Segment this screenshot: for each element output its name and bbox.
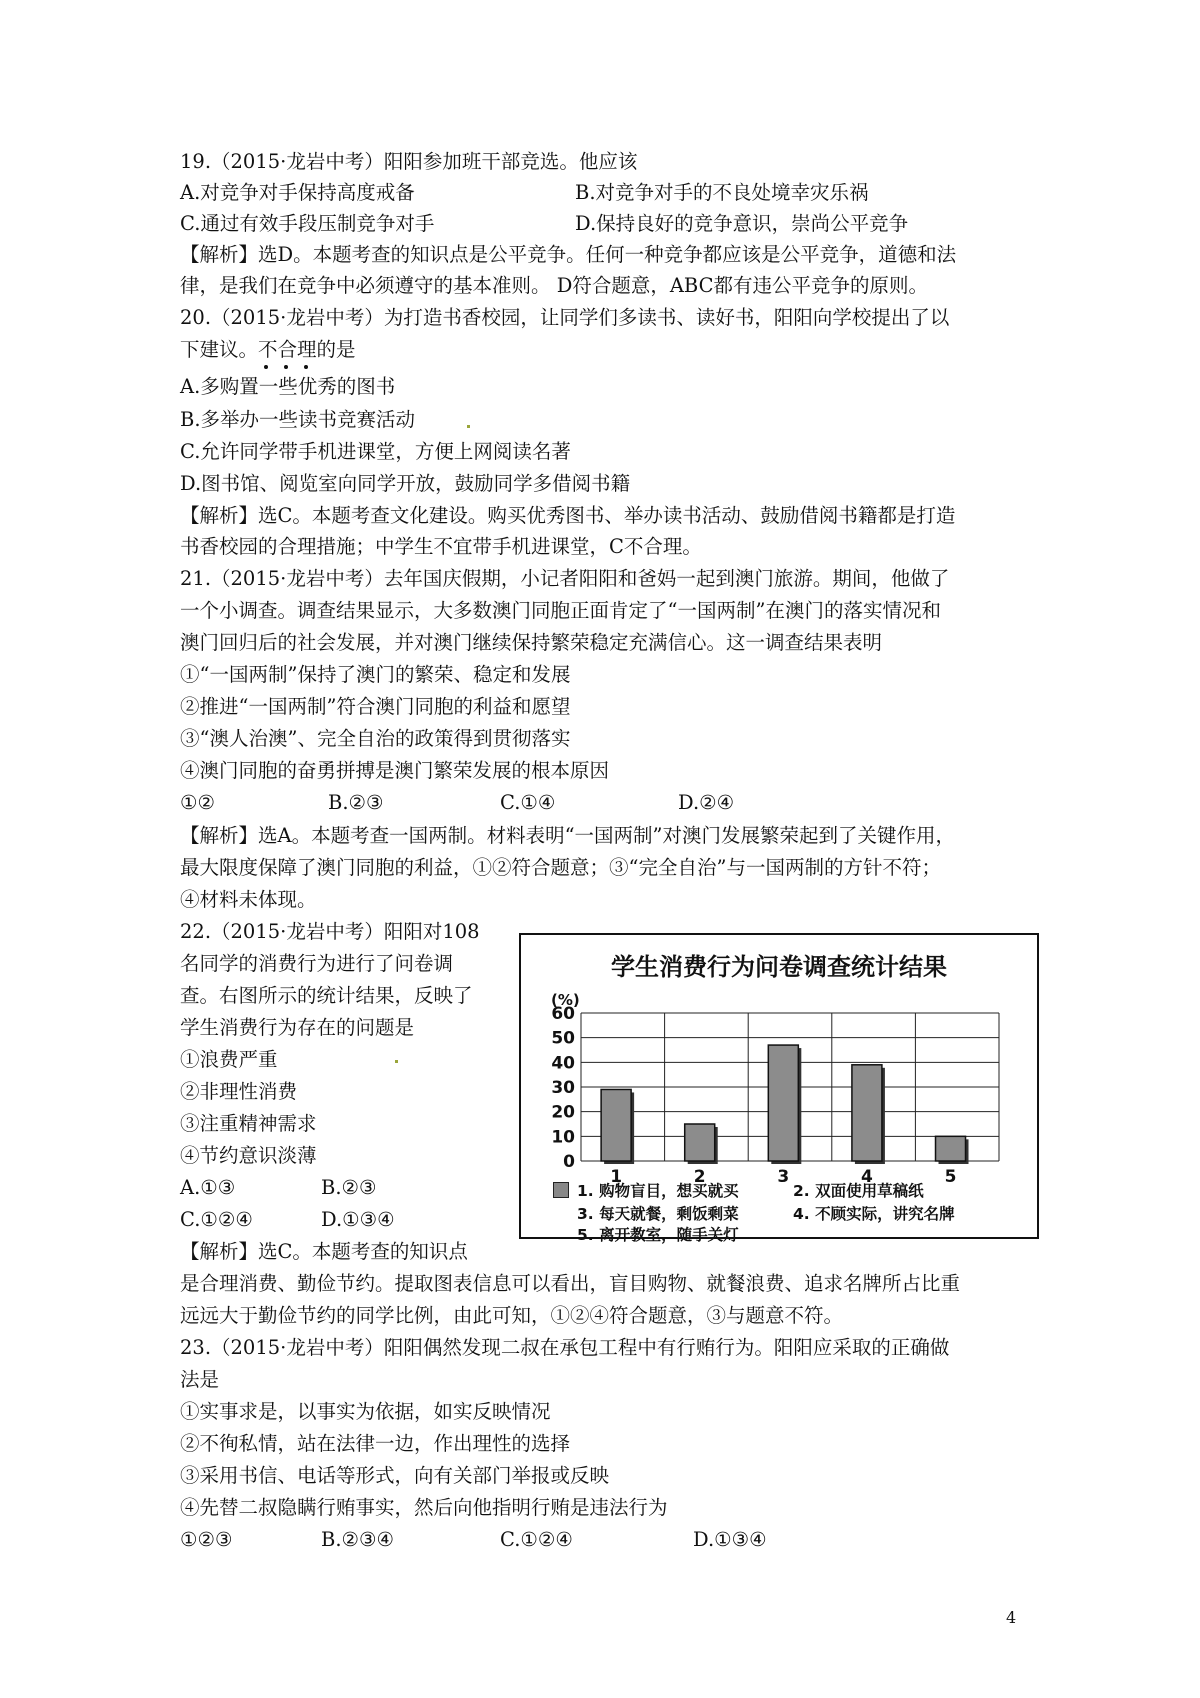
q19-analysis-line1: 【解析】选D。本题考查的知识点是公平竞争。任何一种竞争都应该是公平竞争，道德和法 <box>180 243 957 266</box>
q20-emphasis-word: 不合理 <box>258 338 317 361</box>
q23-item-3: ③采用书信、电话等形式，向有关部门举报或反映 <box>180 1464 610 1487</box>
q23-item-1: ①实事求是，以事实为依据，如实反映情况 <box>180 1400 551 1423</box>
q22-option-a: A.①③ <box>180 1176 236 1199</box>
q21-item-2: ②推进“一国两制”符合澳门同胞的利益和愿望 <box>180 695 571 718</box>
q20-analysis-line2: 书香校园的合理措施；中学生不宜带手机进课堂，C不合理。 <box>180 535 702 558</box>
legend-item-5: 5. 离开教室，随手关灯 <box>577 1226 739 1244</box>
q20-emphasis-text <box>258 338 317 361</box>
q19-option-d: D.保持良好的竞争意识，崇尚公平竞争 <box>575 212 909 235</box>
q21-analysis-line1: 【解析】选A。本题考查一国两制。材料表明“一国两制”对澳门发展繁荣起到了关键作用， <box>180 824 956 847</box>
q22-analysis-line3: 远远大于勤俭节约的同学比例，由此可知，①②④符合题意，③与题意不符。 <box>180 1304 844 1327</box>
legend-swatch <box>553 1182 569 1198</box>
q19-option-c: C.通过有效手段压制竞争对手 <box>180 212 435 235</box>
q20-option-d: D.图书馆、阅览室向同学开放，鼓励同学多借阅书籍 <box>180 472 631 495</box>
emphasis-dot <box>304 365 308 369</box>
q21-option-c: C.①④ <box>500 791 556 814</box>
q19-option-b: B.对竞争对手的不良处境幸灾乐祸 <box>575 181 869 204</box>
emphasis-dot <box>284 365 288 369</box>
q19-analysis-line2: 律，是我们在竞争中必须遵守的基本准则。 D符合题意，ABC都有违公平竞争的原则。 <box>180 274 929 297</box>
q20-option-b: B.多举办一些读书竞赛活动 <box>180 408 416 431</box>
y-tick-label: 20 <box>551 1102 575 1123</box>
bar-3 <box>768 1045 798 1161</box>
q23-option-d: D.①③④ <box>693 1528 767 1551</box>
q21-option-a: ①② <box>180 791 215 814</box>
q21-stem-line1: 21.（2015·龙岩中考）去年国庆假期，小记者阳阳和爸妈一起到澳门旅游。期间，他做了 <box>180 567 950 590</box>
q22-analysis-line1: 【解析】选C。本题考查的知识点 <box>180 1240 468 1263</box>
scan-speck <box>395 1060 398 1063</box>
bar-1 <box>601 1089 631 1161</box>
legend-item-3: 3. 每天就餐，剩饭剩菜 <box>577 1205 739 1223</box>
x-tick-label: 4 <box>860 1167 873 1187</box>
q21-item-1: ①“一国两制”保持了澳门的繁荣、稳定和发展 <box>180 663 571 686</box>
q23-option-b: B.②③④ <box>321 1528 394 1551</box>
y-tick-label: 30 <box>551 1078 575 1098</box>
q22-option-d: D.①③④ <box>321 1208 395 1231</box>
x-tick-label: 1 <box>610 1167 623 1187</box>
q21-item-4: ④澳门同胞的奋勇拼搏是澳门繁荣发展的根本原因 <box>180 759 610 782</box>
bar-2 <box>685 1124 715 1161</box>
q22-item-1: ①浪费严重 <box>180 1048 278 1071</box>
q20-stem-line2 <box>180 338 356 362</box>
q21-item-3: ③“澳人治澳”、完全自治的政策得到贯彻落实 <box>180 727 571 750</box>
q23-stem-line1: 23.（2015·龙岩中考）阳阳偶然发现二叔在承包工程中有行贿行为。阳阳应采取的正确做 <box>180 1336 950 1359</box>
x-tick-label: 5 <box>944 1167 957 1187</box>
q20-stem-pre: 下建议。 <box>180 338 259 361</box>
y-tick-label: 10 <box>551 1127 575 1148</box>
y-tick-label: 0 <box>563 1152 575 1172</box>
q22-item-3: ③注重精神需求 <box>180 1112 317 1135</box>
legend-item-2: 2. 双面使用草稿纸 <box>793 1182 924 1200</box>
legend-item-1: 1. 购物盲目，想买就买 <box>577 1182 739 1200</box>
q23-option-c: C.①②④ <box>500 1528 573 1551</box>
q23-item-2: ②不徇私情，站在法律一边，作出理性的选择 <box>180 1432 571 1455</box>
q19-option-a: A.对竞争对手保持高度戒备 <box>180 181 415 204</box>
q22-stem-line3: 查。右图所示的统计结果，反映了 <box>180 984 473 1007</box>
q21-analysis-line2: 最大限度保障了澳门同胞的利益，①②符合题意；③“完全自治”与一国两制的方针不符； <box>180 856 941 879</box>
x-tick-label: 2 <box>693 1167 706 1187</box>
q20-option-c: C.允许同学带手机进课堂，方便上网阅读名著 <box>180 440 571 463</box>
q20-stem-post: 的是 <box>316 338 356 361</box>
page-number: 4 <box>1006 1608 1017 1627</box>
y-tick-label: 40 <box>551 1053 575 1074</box>
q23-stem-line2: 法是 <box>180 1368 220 1391</box>
q20-analysis-line1: 【解析】选C。本题考查文化建设。购买优秀图书、举办读书活动、鼓励借阅书籍都是打造 <box>180 504 956 527</box>
q21-analysis-line3: ④材料未体现。 <box>180 888 317 911</box>
q22-stem-line2: 名同学的消费行为进行了问卷调 <box>180 952 454 975</box>
q20-stem-line1: 20.（2015·龙岩中考）为打造书香校园，让同学们多读书、读好书，阳阳向学校提出了以 <box>180 306 950 329</box>
q23-option-a: ①②③ <box>180 1528 233 1551</box>
y-tick-label: 60 <box>551 1004 575 1024</box>
q21-stem-line2: 一个小调查。调查结果显示，大多数澳门同胞正面肯定了“一国两制”在澳门的落实情况和 <box>180 599 941 622</box>
scan-speck <box>467 425 470 428</box>
q21-stem-line3: 澳门回归后的社会发展，并对澳门继续保持繁荣稳定充满信心。这一调查结果表明 <box>180 631 883 654</box>
chart-title: 学生消费行为问卷调查统计结果 <box>611 953 947 981</box>
q22-option-c: C.①②④ <box>180 1208 253 1231</box>
q22-stem-line4: 学生消费行为存在的问题是 <box>180 1016 415 1039</box>
y-axis-label: (%) <box>551 991 580 1009</box>
q21-option-b: B.②③ <box>328 791 384 814</box>
x-tick-label: 3 <box>777 1167 790 1187</box>
y-tick-label: 50 <box>551 1028 575 1049</box>
legend-item-4: 4. 不顾实际，讲究名牌 <box>793 1205 955 1223</box>
q19-stem: 19.（2015·龙岩中考）阳阳参加班干部竞选。他应该 <box>180 150 638 173</box>
q20-option-a: A.多购置一些优秀的图书 <box>180 375 396 398</box>
q23-item-4: ④先替二叔隐瞒行贿事实，然后向他指明行贿是违法行为 <box>180 1496 668 1519</box>
q22-option-b: B.②③ <box>321 1176 377 1199</box>
consumption-survey-chart <box>519 933 1039 1244</box>
q22-analysis-line2: 是合理消费、勤俭节约。提取图表信息可以看出，盲目购物、就餐浪费、追求名牌所占比重 <box>180 1272 961 1295</box>
emphasis-dot <box>264 365 268 369</box>
bar-5 <box>936 1136 966 1161</box>
q21-option-d: D.②④ <box>678 791 735 814</box>
q22-item-2: ②非理性消费 <box>180 1080 298 1103</box>
bar-4 <box>852 1065 882 1161</box>
q22-item-4: ④节约意识淡薄 <box>180 1144 317 1167</box>
q22-stem-line1: 22.（2015·龙岩中考）阳阳对108 <box>180 920 480 943</box>
